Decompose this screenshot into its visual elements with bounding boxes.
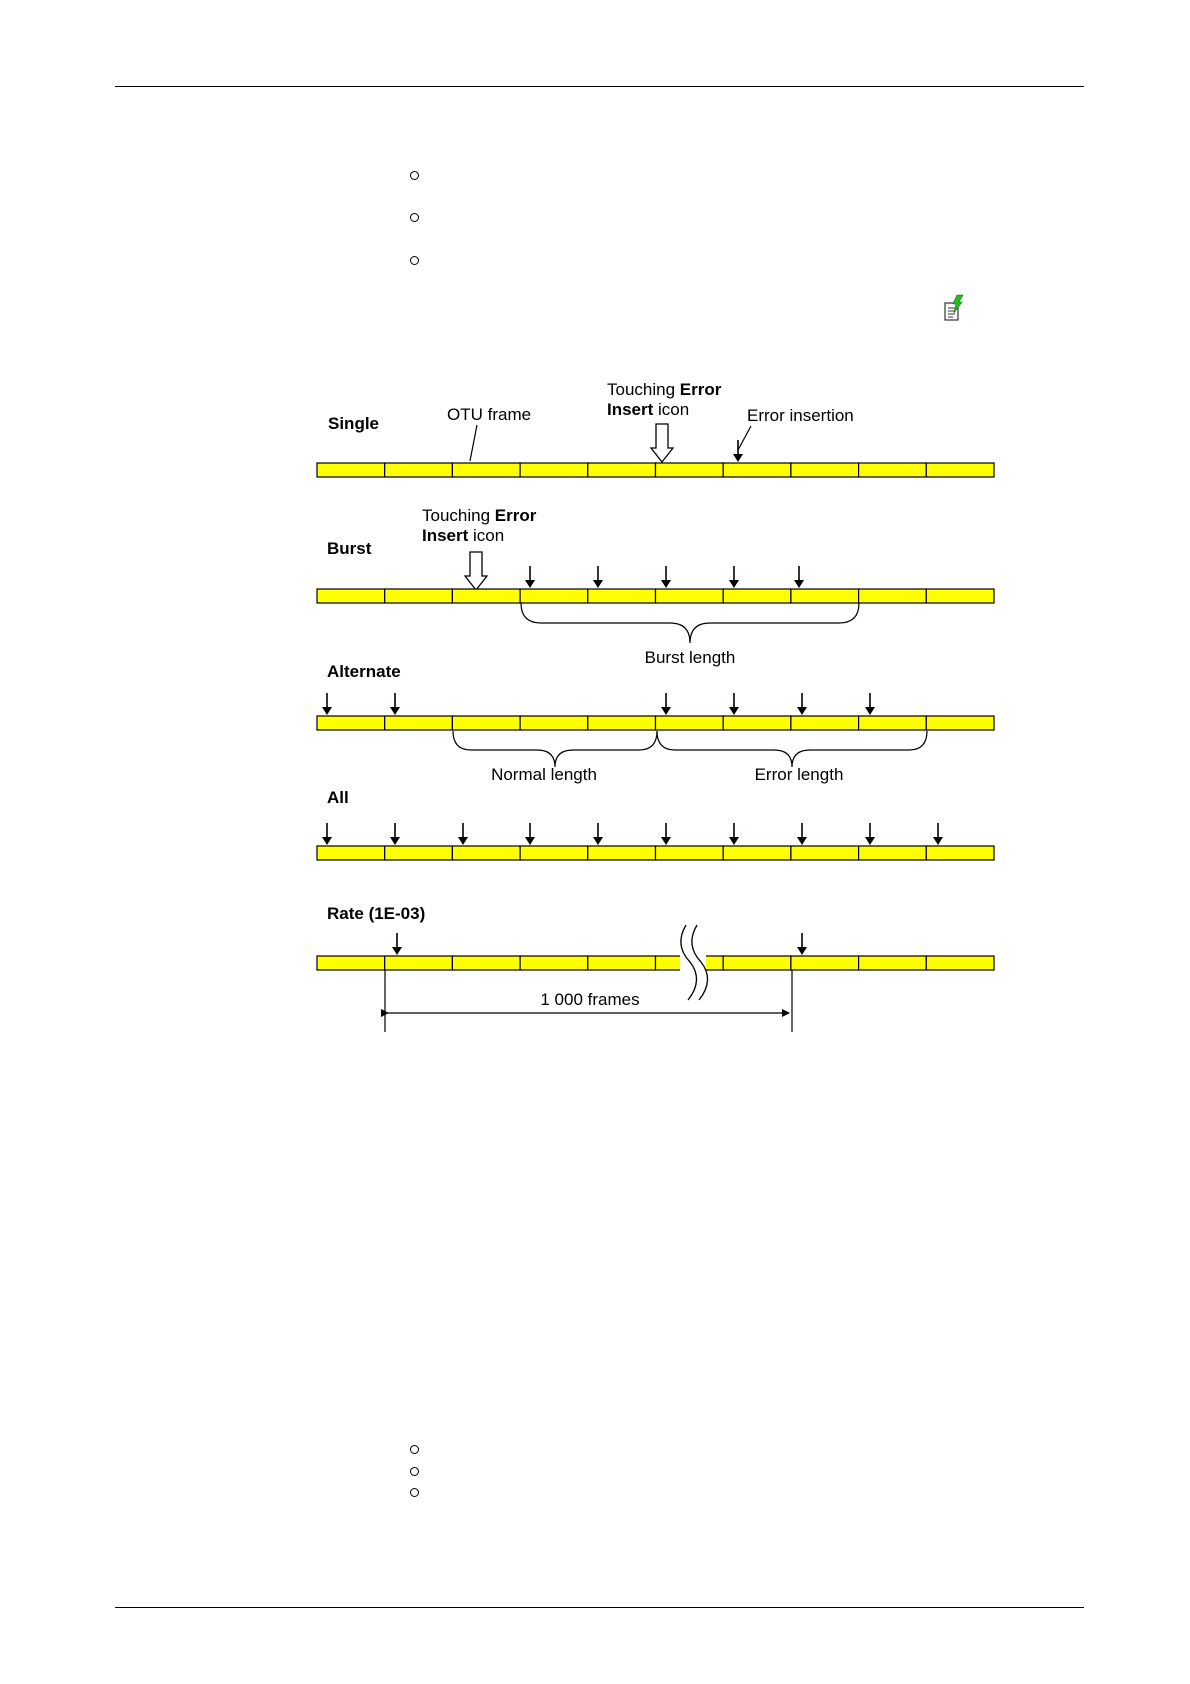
otu-frame-cell xyxy=(588,716,656,730)
otu-frame-label: OTU frame xyxy=(447,405,532,424)
otu-frame-cell xyxy=(520,589,588,603)
alternate-frame-row xyxy=(317,693,994,730)
error-arrow-head xyxy=(865,837,875,845)
error-arrow-head xyxy=(390,707,400,715)
error-arrow-head xyxy=(390,837,400,845)
otu-frame-cell xyxy=(791,846,859,860)
error-length-brace xyxy=(657,731,927,767)
bullet-marker xyxy=(410,1488,419,1497)
otu-frame-cell xyxy=(588,956,656,970)
error-arrow-head xyxy=(322,837,332,845)
burst-touching-label-line2: Insert icon xyxy=(422,526,505,545)
error-arrow-head xyxy=(392,947,402,955)
otu-frame-cell xyxy=(723,956,791,970)
otu-frame-cell xyxy=(385,716,453,730)
rate-title: Rate (1E-03) xyxy=(327,904,426,923)
single-title: Single xyxy=(328,414,380,433)
all-title: All xyxy=(327,788,349,807)
otu-frame-cell xyxy=(520,846,588,860)
error-arrow-head xyxy=(794,580,804,588)
error-arrow-head xyxy=(729,580,739,588)
error-arrow-head xyxy=(797,947,807,955)
otu-frame-cell xyxy=(385,956,453,970)
otu-frame-cell xyxy=(317,716,385,730)
single-touch-arrow xyxy=(651,424,673,462)
error-arrow-head xyxy=(661,707,671,715)
frame-break-symbol xyxy=(680,925,708,1001)
all-frame-row xyxy=(317,823,994,860)
burst-length-brace xyxy=(521,603,859,643)
otu-frame-cell xyxy=(723,716,791,730)
otu-frame-cell xyxy=(588,846,656,860)
rate-frame-row xyxy=(317,933,994,970)
otu-frame-cell xyxy=(656,463,724,477)
alternate-title: Alternate xyxy=(327,662,401,681)
otu-frame-cell xyxy=(859,589,927,603)
otu-frame-cell xyxy=(859,716,927,730)
error-arrow-head xyxy=(525,837,535,845)
single-touching-label-line1: Touching Error xyxy=(607,380,722,399)
otu-frame-cell xyxy=(452,956,520,970)
otu-frame-cell xyxy=(859,846,927,860)
error-arrow-head xyxy=(458,837,468,845)
error-arrow-head xyxy=(797,707,807,715)
frames-span-label: 1 000 frames xyxy=(540,990,640,1009)
otu-frame-cell xyxy=(926,463,994,477)
otu-frame-cell xyxy=(723,589,791,603)
error-arrow-head xyxy=(797,837,807,845)
otu-frame-cell xyxy=(520,716,588,730)
otu-frame-cell xyxy=(385,846,453,860)
otu-frame-cell xyxy=(452,846,520,860)
error-insertion-leader xyxy=(738,426,751,450)
error-arrow-head xyxy=(593,837,603,845)
otu-frame-cell xyxy=(791,716,859,730)
error-arrow-head xyxy=(729,837,739,845)
error-insertion-label: Error insertion xyxy=(747,406,854,425)
otu-frame-cell xyxy=(926,589,994,603)
otu-frame-cell xyxy=(520,956,588,970)
otu-frame-cell xyxy=(859,463,927,477)
otu-frame-cell xyxy=(452,463,520,477)
otu-frame-cell xyxy=(452,716,520,730)
footer-rule xyxy=(115,1607,1084,1608)
otu-frame-cell xyxy=(317,589,385,603)
burst-length-label: Burst length xyxy=(644,648,736,667)
error-arrow-head xyxy=(933,837,943,845)
error-arrow-head xyxy=(865,707,875,715)
burst-title: Burst xyxy=(327,539,372,558)
otu-frame-cell xyxy=(588,589,656,603)
otu-frame-cell xyxy=(723,846,791,860)
otu-frame-cell xyxy=(791,956,859,970)
otu-frame-cell xyxy=(926,956,994,970)
burst-frame-row xyxy=(317,566,994,603)
bullet-marker xyxy=(410,1445,419,1454)
normal-length-brace xyxy=(453,731,657,767)
normal-length-label: Normal length xyxy=(491,765,597,784)
burst-touch-arrow xyxy=(465,552,487,590)
otu-frame-cell xyxy=(385,463,453,477)
otu-frame-cell xyxy=(723,463,791,477)
error-arrow-head xyxy=(729,707,739,715)
error-arrow-head xyxy=(661,580,671,588)
error-arrow-head xyxy=(593,580,603,588)
otu-frame-cell xyxy=(656,589,724,603)
otu-frame-cell xyxy=(385,589,453,603)
single-touching-label-line2: Insert icon xyxy=(607,400,690,419)
otu-frame-cell xyxy=(317,463,385,477)
burst-touching-label-line1: Touching Error xyxy=(422,506,537,525)
otu-frame-cell xyxy=(791,589,859,603)
otu-frame-cell xyxy=(317,846,385,860)
error-arrow-head xyxy=(525,580,535,588)
otu-frame-cell xyxy=(791,463,859,477)
otu-frame-cell xyxy=(317,956,385,970)
otu-frame-leader xyxy=(470,425,477,461)
otu-frame-cell xyxy=(656,716,724,730)
error-arrow-head xyxy=(322,707,332,715)
otu-frame-cell xyxy=(520,463,588,477)
otu-frame-cell xyxy=(926,846,994,860)
error-length-label: Error length xyxy=(754,765,844,784)
otu-frame-cell xyxy=(656,846,724,860)
otu-frame-cell xyxy=(859,956,927,970)
otu-frame-cell xyxy=(588,463,656,477)
bullet-marker xyxy=(410,1467,419,1476)
error-arrow-head xyxy=(661,837,671,845)
error-arrow-head xyxy=(733,454,743,462)
otu-frame-cell xyxy=(452,589,520,603)
otu-frame-cell xyxy=(926,716,994,730)
